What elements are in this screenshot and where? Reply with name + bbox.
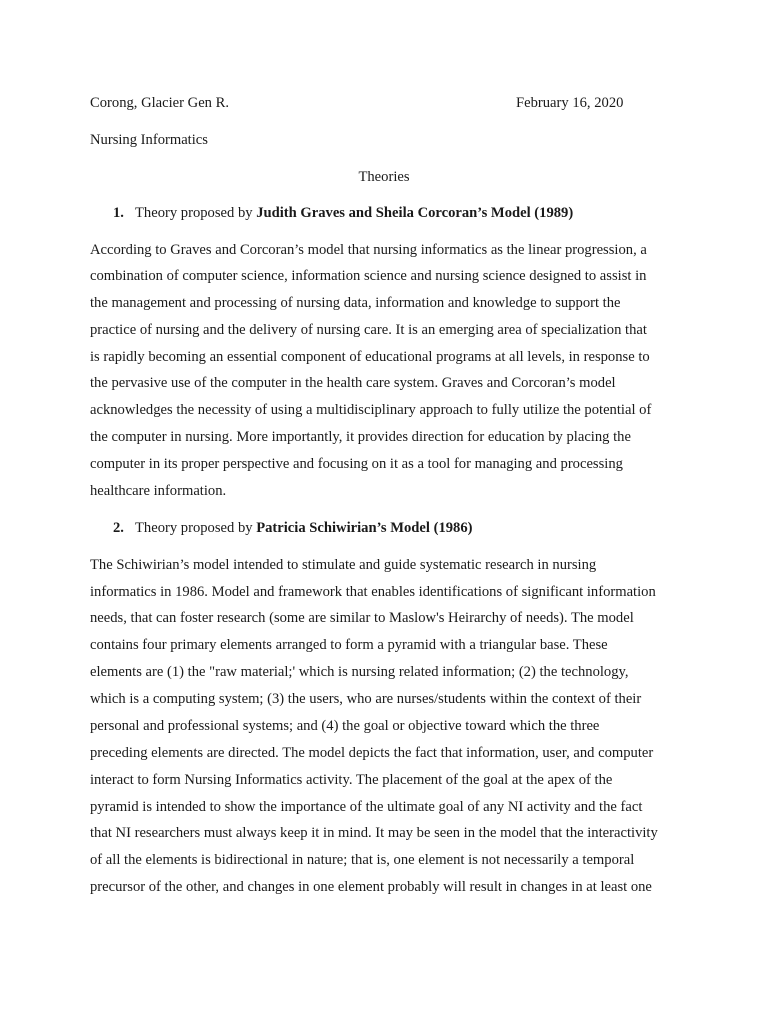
paragraph-line: preceding elements are directed. The model depicts the fact that information, user, and computer [90, 745, 654, 761]
section-heading-1 [113, 203, 573, 223]
paragraph-line: healthcare information. [90, 483, 227, 499]
section-heading-prefix: Theory proposed by [135, 205, 257, 221]
paragraph-line: the management and processing of nursing data, information and knowledge to support the [90, 295, 621, 311]
section-heading-bold: Patricia Schiwirian’s Model (1986) [256, 520, 473, 536]
paragraph-line: of all the elements is bidirectional in nature; that is, one element is not necessarily a temporal [90, 852, 635, 868]
paragraph-line: According to Graves and Corcoran’s model that nursing informatics as the linear progression, a [90, 242, 647, 258]
paragraph-line: elements are (1) the "raw material;' which is nursing related information; (2) the technology, [90, 664, 629, 680]
paragraph-line: the pervasive use of the computer in the health care system. Graves and Corcoran’s model [90, 375, 616, 391]
paragraph-line: acknowledges the necessity of using a multidisciplinary approach to fully utilize the potential of [90, 402, 652, 418]
section-heading-2 [113, 518, 473, 538]
document-date: February 16, 2020 [516, 95, 624, 111]
paragraph-line: contains four primary elements arranged to form a pyramid with a triangular base. These [90, 637, 608, 653]
paragraph-line: informatics in 1986. Model and framework that enables identifications of significant information [90, 584, 656, 600]
paragraph-line: personal and professional systems; and (4) the goal or objective toward which the three [90, 718, 600, 734]
paragraph-line: computer in its proper perspective and focusing on it as a tool for managing and processing [90, 456, 623, 472]
paragraph-line: pyramid is intended to show the importance of the ultimate goal of any NI activity and the fact [90, 799, 643, 815]
section-number: 2. [113, 520, 124, 536]
paragraph-line: needs, that can foster research (some are similar to Maslow's Heirarchy of needs). The model [90, 610, 634, 626]
section-heading-prefix: Theory proposed by [135, 520, 257, 536]
paragraph-line: interact to form Nursing Informatics activity. The placement of the goal at the apex of the [90, 772, 613, 788]
document-title: Theories [358, 169, 410, 185]
paragraph-line: which is a computing system; (3) the users, who are nurses/students within the context of their [90, 691, 642, 707]
paragraph-line: is rapidly becoming an essential component of educational programs at all levels, in response to [90, 349, 650, 365]
paragraph-line: practice of nursing and the delivery of nursing care. It is an emerging area of specialization that [90, 322, 647, 338]
paragraph-line: that NI researchers must always keep it in mind. It may be seen in the model that the interactivity [90, 825, 658, 841]
paragraph-line: precursor of the other, and changes in one element probably will result in changes in at least one [90, 879, 652, 895]
paragraph-line: combination of computer science, information science and nursing science designed to assist in [90, 268, 647, 284]
paragraph-line: The Schiwirian’s model intended to stimulate and guide systematic research in nursing [90, 557, 597, 573]
author-name: Corong, Glacier Gen R. [90, 95, 230, 111]
section-number: 1. [113, 205, 124, 221]
course-name: Nursing Informatics [90, 132, 208, 148]
section-heading-bold: Judith Graves and Sheila Corcoran’s Model (1989) [256, 205, 574, 221]
paragraph-line: the computer in nursing. More importantly, it provides direction for education by placing the [90, 429, 631, 445]
